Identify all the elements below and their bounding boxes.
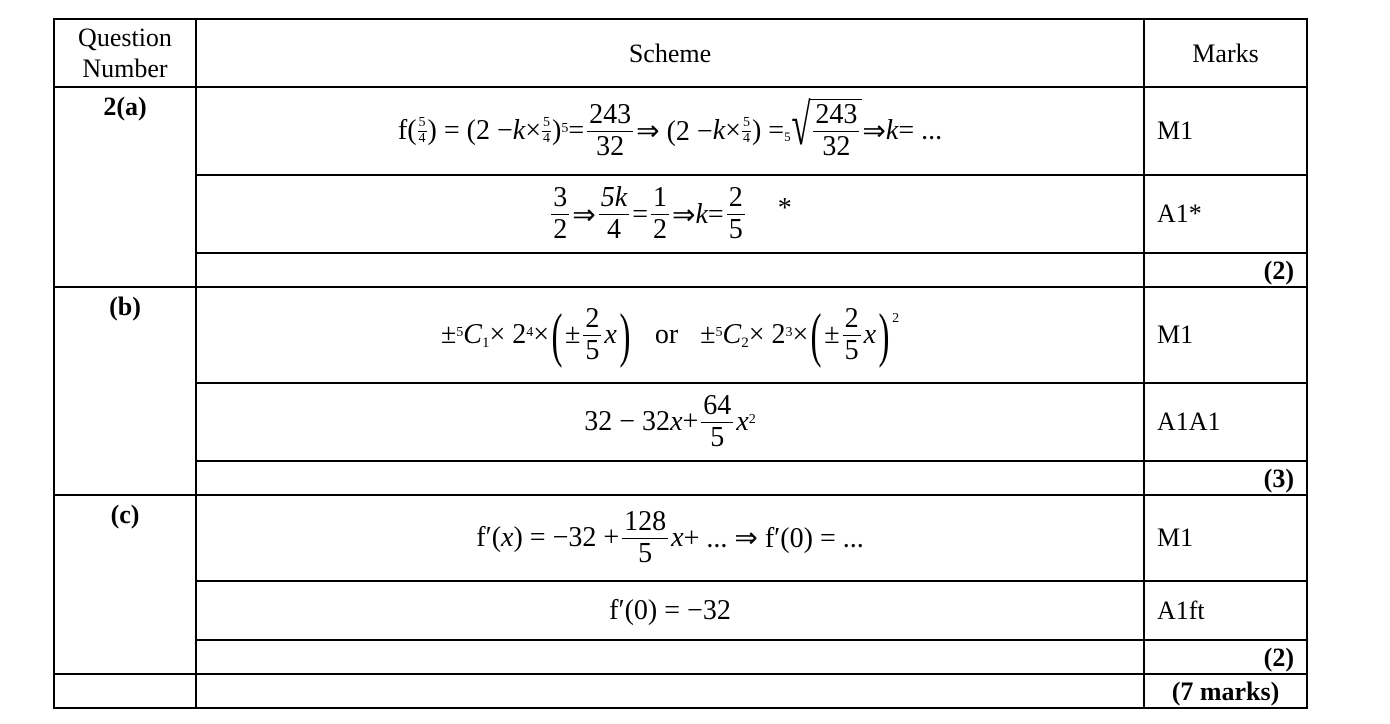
scheme-2a-line2 [196, 175, 1144, 253]
scheme-b-line1 [196, 287, 1144, 383]
math-text: 2 [728, 182, 743, 214]
fraction [843, 304, 861, 367]
right-paren-icon: ) [878, 302, 890, 368]
math-text: 5 [728, 214, 743, 245]
math-text: = [707, 198, 724, 230]
question-label-2a: 2(a) [54, 87, 196, 287]
math-sub: 2 [741, 334, 749, 351]
math-text: 32 − 32 [584, 406, 671, 437]
math-text: 2 [553, 214, 568, 245]
math-var: x [501, 522, 514, 553]
math-text: 5 [844, 334, 859, 366]
fraction [813, 100, 859, 163]
math-text: × [525, 115, 541, 146]
math-var: x [671, 522, 684, 553]
math-text: ± [700, 319, 716, 350]
scheme-empty [196, 640, 1144, 674]
table-row [54, 461, 1307, 495]
math-text: 32 [822, 131, 851, 162]
math-text: ⇒ [572, 199, 596, 231]
math-text: 64 [703, 389, 732, 421]
math-text: ) = −32 + [513, 522, 620, 553]
mark-2a-1: M1 [1144, 87, 1307, 175]
math-text: 4 [606, 214, 621, 245]
math-text: ± [824, 319, 840, 350]
radical-sign-icon: √ [790, 92, 811, 158]
math-text: 4 [543, 130, 550, 146]
math-var: k [712, 115, 726, 146]
math-text: 2 [585, 302, 600, 334]
math-sup: 2 [748, 412, 756, 427]
scheme-empty [196, 253, 1144, 287]
mark-b-1: M1 [1144, 287, 1307, 383]
header-question-number: Question Number [54, 19, 196, 87]
math-var: k [695, 198, 708, 230]
math-text: 5 [418, 114, 426, 130]
small-fraction [418, 116, 427, 146]
math-text: × [725, 115, 741, 146]
math-var: x [863, 319, 877, 350]
math-text: f( [397, 115, 417, 146]
scheme-empty [196, 461, 1144, 495]
math-text: 3 [553, 182, 568, 214]
question-label-c: (c) [54, 495, 196, 674]
math-text: ⇒ [862, 116, 886, 147]
math-text: 4 [742, 130, 750, 146]
fraction [599, 183, 629, 246]
table-row [54, 253, 1307, 287]
math-text: = [568, 115, 585, 146]
math-sup: 5 [715, 325, 723, 340]
math-text: = [632, 198, 648, 230]
small-fraction [542, 116, 551, 146]
math-text: + ... ⇒ f′(0) = ... [683, 523, 864, 554]
root-body [810, 99, 862, 163]
math-text: 32 [596, 130, 625, 162]
math-text: 5 [638, 537, 653, 569]
table-row [54, 175, 1307, 253]
table-row [54, 287, 1307, 383]
math-sub: 1 [481, 334, 490, 351]
left-paren-icon: ( [810, 302, 822, 368]
math-text: ) = [751, 115, 785, 146]
subtotal-b: (3) [1144, 461, 1307, 495]
root-index: 5 [784, 129, 791, 144]
subtotal-2a: (2) [1144, 253, 1307, 287]
math-sup: 5 [561, 121, 569, 136]
header-scheme: Scheme [196, 19, 1144, 87]
header-marks: Marks [1144, 19, 1307, 87]
scheme-c-line2 [196, 581, 1144, 640]
math-text: ) [552, 115, 562, 146]
math-text: + [682, 406, 699, 437]
mark-scheme-table [53, 18, 1308, 709]
math-text: f′(0) = −32 [609, 594, 731, 626]
scheme-c-line1 [196, 495, 1144, 581]
math-text: ± [565, 319, 581, 350]
math-sup: 4 [526, 325, 534, 340]
math-sup: 5 [456, 325, 464, 340]
math-text: × 2 [489, 319, 527, 350]
mark-2a-2: A1* [1144, 175, 1307, 253]
table-row [54, 383, 1307, 461]
mark-c-2: A1ft [1144, 581, 1307, 640]
math-text: × [792, 319, 809, 350]
scheme-2a-line1 [196, 87, 1144, 175]
math-text: 5 [543, 114, 550, 130]
fraction [587, 100, 633, 163]
math-text: ⇒ [672, 199, 696, 231]
fraction [701, 391, 733, 454]
fifth-root [784, 92, 862, 163]
mark-c-1: M1 [1144, 495, 1307, 581]
math-text: × [533, 319, 550, 350]
math-text: ⇒ (2 − [636, 116, 713, 147]
math-text: 243 [589, 98, 632, 130]
math-var: x [670, 406, 683, 437]
fraction [651, 183, 669, 246]
math-sup: 3 [785, 325, 793, 340]
small-fraction [742, 116, 751, 146]
subtotal-c: (2) [1144, 640, 1307, 674]
math-text: × 2 [748, 319, 786, 350]
math-text: 5 [585, 334, 600, 366]
scheme-b-line2 [196, 383, 1144, 461]
math-var: C [722, 319, 742, 350]
math-sup: 2 [892, 311, 900, 326]
table-row [54, 581, 1307, 640]
right-paren-icon: ) [619, 302, 631, 368]
math-text: 1 [653, 182, 667, 214]
math-var: k [512, 115, 526, 146]
math-text: 128 [624, 505, 667, 537]
math-var: k [885, 115, 899, 146]
table-row [54, 495, 1307, 581]
total-row [54, 674, 1307, 708]
total-marks: (7 marks) [1144, 674, 1307, 708]
math-var: x [736, 406, 749, 437]
fraction [583, 304, 601, 367]
math-text: = ... [898, 115, 943, 146]
fraction [551, 183, 569, 246]
left-paren-icon: ( [551, 302, 563, 368]
star-marker: * [777, 192, 792, 224]
header-row [54, 19, 1307, 87]
fraction [622, 507, 668, 570]
total-empty-question [54, 674, 196, 708]
math-text: 5 [742, 114, 750, 130]
math-text: 5 [710, 421, 725, 453]
question-label-b: (b) [54, 287, 196, 495]
math-text: ± [440, 319, 457, 350]
math-var: C [463, 319, 482, 350]
math-text: 243 [815, 99, 858, 131]
math-text: 2 [844, 302, 859, 334]
table-row [54, 87, 1307, 175]
mark-b-2: A1A1 [1144, 383, 1307, 461]
math-text: 4 [418, 130, 426, 146]
math-text: ) = (2 − [427, 115, 513, 146]
math-text: 5k [600, 182, 628, 214]
total-empty-scheme [196, 674, 1144, 708]
math-text: 2 [653, 214, 667, 245]
math-text: or [654, 319, 679, 350]
table-row [54, 640, 1307, 674]
math-text: f′( [476, 522, 502, 553]
fraction [727, 183, 745, 246]
math-var: x [604, 319, 617, 350]
